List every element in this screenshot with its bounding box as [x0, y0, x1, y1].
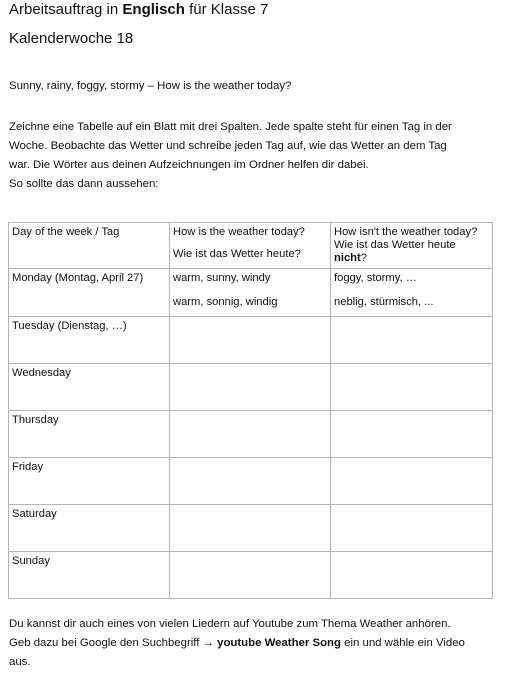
- cell-day: [9, 364, 170, 411]
- header-isnt: [331, 223, 493, 269]
- cell-isnt: [331, 411, 493, 458]
- day-label: Thursday: [12, 414, 59, 426]
- title-subject: Englisch: [122, 1, 185, 18]
- header-day: [9, 223, 170, 269]
- intro-question: Sunny, rainy, foggy, stormy – How is the weather today?: [9, 80, 292, 92]
- footer-line: Geb dazu bei Google den Suchbegriff → youtube Weather Song ein und wähle ein Video: [9, 637, 465, 649]
- day-label: Sunday: [12, 555, 50, 567]
- title-suffix: für Klasse 7: [184, 1, 269, 18]
- header-is: [170, 223, 331, 269]
- cell-day: [9, 458, 170, 505]
- search-term: youtube Weather Song: [217, 637, 341, 649]
- cell-is: [170, 317, 331, 364]
- cell-isnt: [331, 458, 493, 505]
- table-row: [9, 505, 493, 552]
- example-day: Monday (Montag, April 27): [12, 272, 144, 284]
- example-isnt-de: neblig, stürmisch, ...: [334, 296, 434, 308]
- table-row: [9, 458, 493, 505]
- calendar-week: Kalenderwoche 18: [9, 30, 134, 47]
- header-is-en: How is the weather today?: [173, 226, 305, 238]
- table-row-example: [9, 269, 493, 317]
- header-is-de: Wie ist das Wetter heute?: [173, 248, 301, 260]
- cell-day: [9, 505, 170, 552]
- header-isnt-de: Wie ist das Wetter heute: [334, 239, 456, 251]
- task-line: Woche. Beobachte das Wetter und schreibe jeden Tag auf, wie das Wetter an dem Tag: [9, 140, 447, 152]
- cell-is: [170, 269, 331, 317]
- cell-is: [170, 505, 331, 552]
- header-day-label: Day of the week / Tag: [12, 226, 120, 238]
- cell-day: [9, 269, 170, 317]
- cell-is: [170, 364, 331, 411]
- table-row: [9, 552, 493, 599]
- title-prefix: Arbeitsauftrag in: [9, 1, 123, 18]
- footer-line: Du kannst dir auch eines von vielen Liedern auf Youtube zum Thema Weather anhören.: [9, 618, 451, 630]
- task-line: Zeichne eine Tabelle auf ein Blatt mit drei Spalten. Jede spalte steht für einen Tag in der: [9, 121, 452, 133]
- cell-day: [9, 317, 170, 364]
- header-isnt-de-emph: nicht?: [334, 252, 367, 264]
- table-row: [9, 317, 493, 364]
- example-is-de: warm, sonnig, windig: [173, 296, 278, 308]
- task-line: So sollte das dann aussehen:: [9, 178, 159, 190]
- table-row: [9, 411, 493, 458]
- cell-is: [170, 458, 331, 505]
- page-title: [9, 1, 268, 19]
- day-label: Friday: [12, 461, 44, 473]
- header-isnt-en: How isn't the weather today?: [334, 226, 478, 238]
- footer-note: [9, 615, 465, 672]
- example-is-en: warm, sunny, windy: [173, 272, 271, 284]
- day-label: Saturday: [12, 508, 57, 520]
- example-isnt-en: foggy, stormy, …: [334, 272, 417, 284]
- day-label: Wednesday: [12, 367, 71, 379]
- cell-isnt: [331, 269, 493, 317]
- cell-isnt: [331, 505, 493, 552]
- weather-table: [8, 222, 493, 599]
- table-row: [9, 364, 493, 411]
- cell-day: [9, 411, 170, 458]
- day-label: Tuesday (Dienstag, …): [12, 320, 127, 332]
- cell-is: [170, 552, 331, 599]
- task-line: war. Die Wörter aus deinen Aufzeichnungen im Ordner helfen dir dabei.: [9, 159, 369, 171]
- cell-isnt: [331, 364, 493, 411]
- table-header-row: [9, 223, 493, 269]
- cell-isnt: [331, 317, 493, 364]
- cell-day: [9, 552, 170, 599]
- task-instructions: [9, 118, 452, 194]
- cell-is: [170, 411, 331, 458]
- footer-line: aus.: [9, 656, 31, 668]
- cell-isnt: [331, 552, 493, 599]
